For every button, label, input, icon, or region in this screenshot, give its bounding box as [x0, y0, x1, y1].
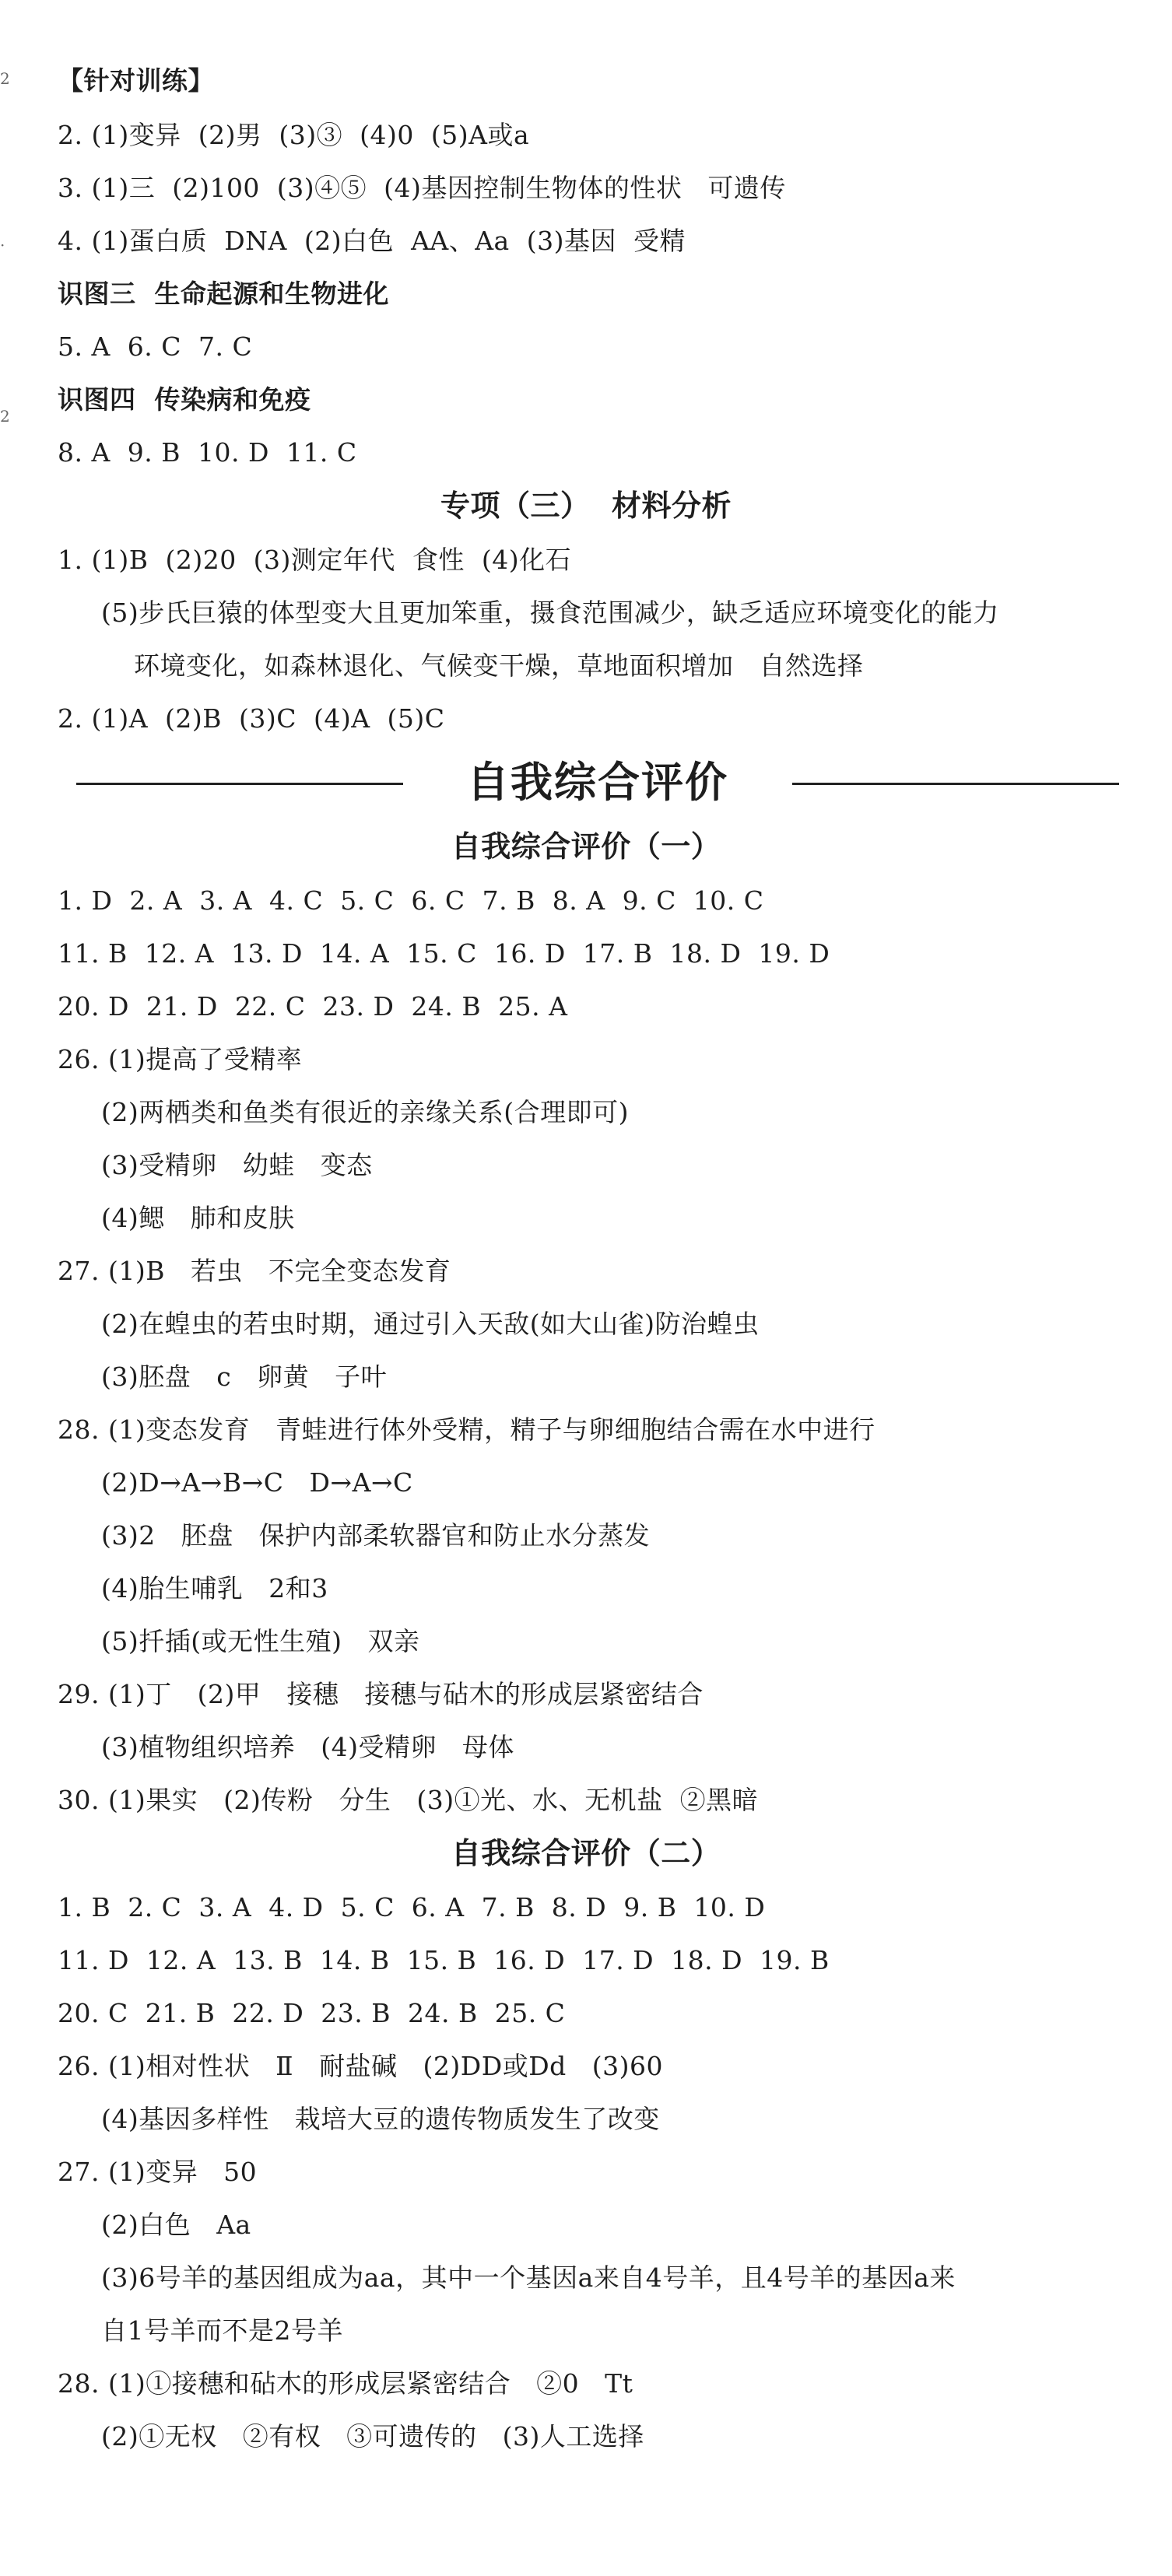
answer-line: (4)鳃 肺和皮肤: [101, 1203, 295, 1233]
answer-line: (2)D→A→B→C D→A→C: [101, 1467, 413, 1498]
answer-line: (2)①无权 ②有权 ③可遗传的 (3)人工选择: [101, 2421, 644, 2452]
answer-line: (3)胚盘 c 卵黄 子叶: [101, 1362, 388, 1392]
edge-mark: 2: [0, 69, 10, 88]
answer-line: (3)2 胚盘 保护内部柔软器官和防止水分蒸发: [101, 1520, 651, 1551]
answer-line: 11. B 12. A 13. D 14. A 15. C 16. D 17. B 18. D 19. D: [58, 938, 830, 969]
answer-line: 3. (1)三 (2)100 (3)④⑤ (4)基因控制生物体的性状 可遗传: [58, 173, 786, 203]
answer-line: 29. (1)丁 (2)甲 接穗 接穗与砧木的形成层紧密结合: [58, 1679, 704, 1709]
subsection-heading: 识图三 生命起源和生物进化: [58, 279, 389, 309]
answer-line: 环境变化，如森林退化、气候变干燥，草地面积增加 自然选择: [134, 650, 864, 681]
subsection-heading: 【针对训练】: [58, 65, 214, 96]
banner-title: 自我综合评价: [467, 758, 728, 807]
answer-line: (3)6号羊的基因组成为aa，其中一个基因a来自4号羊，且4号羊的基因a来: [101, 2262, 956, 2293]
answer-line: 5. A 6. C 7. C: [58, 331, 253, 362]
answer-line: 1. D 2. A 3. A 4. C 5. C 6. C 7. B 8. A 9. C 10. C: [58, 885, 764, 916]
answer-line: 8. A 9. B 10. D 11. C: [58, 437, 357, 468]
answer-line: (2)在蝗虫的若虫时期，通过引入天敌(如大山雀)防治蝗虫: [101, 1309, 760, 1339]
answer-line: 26. (1)相对性状 Ⅱ 耐盐碱 (2)DD或Dd (3)60: [58, 2051, 664, 2081]
banner-rule-right: [792, 783, 1119, 785]
answer-line: 2. (1)A (2)B (3)C (4)A (5)C: [58, 703, 445, 734]
section-title: 自我综合评价（一）: [451, 829, 721, 864]
answer-line: (5)扦插(或无性生殖) 双亲: [101, 1626, 420, 1656]
answer-line: 28. (1)变态发育 青蛙进行体外受精，精子与卵细胞结合需在水中进行: [58, 1414, 875, 1445]
answer-line: 自1号羊而不是2号羊: [101, 2315, 343, 2346]
section-title: 自我综合评价（二）: [451, 1836, 721, 1870]
answer-line: 1. (1)B (2)20 (3)测定年代 食性 (4)化石: [58, 545, 572, 575]
answer-line: (3)受精卵 幼蛙 变态: [101, 1150, 373, 1180]
answer-line: (2)两栖类和鱼类有很近的亲缘关系(合理即可): [101, 1097, 629, 1127]
section-title: 专项（三） 材料分析: [440, 489, 732, 523]
answer-line: (3)植物组织培养 (4)受精卵 母体: [101, 1732, 514, 1762]
answer-line: 20. D 21. D 22. C 23. D 24. B 25. A: [58, 991, 568, 1022]
answer-line: 30. (1)果实 (2)传粉 分生 (3)①光、水、无机盐 ②黑暗: [58, 1785, 759, 1815]
subsection-heading: 识图四 传染病和免疫: [58, 384, 311, 415]
answer-line: 26. (1)提高了受精率: [58, 1044, 303, 1074]
answer-line: 1. B 2. C 3. A 4. D 5. C 6. A 7. B 8. D 9. B 10. D: [58, 1892, 766, 1922]
answer-line: (5)步氏巨猿的体型变大且更加笨重，摄食范围减少，缺乏适应环境变化的能力: [101, 598, 999, 628]
edge-mark: 2: [0, 407, 10, 426]
answer-line: 2. (1)变异 (2)男 (3)③ (4)0 (5)A或a: [58, 120, 530, 150]
edge-mark: ·: [0, 236, 5, 254]
answer-line: (4)胎生哺乳 2和3: [101, 1573, 328, 1603]
answer-line: (4)基因多样性 栽培大豆的遗传物质发生了改变: [101, 2104, 660, 2134]
answer-line: 27. (1)B 若虫 不完全变态发育: [58, 1256, 451, 1286]
answer-line: 27. (1)变异 50: [58, 2157, 258, 2187]
answer-line: 28. (1)①接穗和砧木的形成层紧密结合 ②0 Tt: [58, 2368, 633, 2399]
answer-line: 11. D 12. A 13. B 14. B 15. B 16. D 17. D 18. D 19. B: [58, 1945, 830, 1975]
answer-line: 20. C 21. B 22. D 23. B 24. B 25. C: [58, 1998, 566, 2028]
section-banner: [76, 752, 1119, 814]
answer-line: (2)白色 Aa: [101, 2210, 251, 2240]
answer-line: 4. (1)蛋白质 DNA (2)白色 AA、Aa (3)基因 受精: [58, 226, 686, 256]
